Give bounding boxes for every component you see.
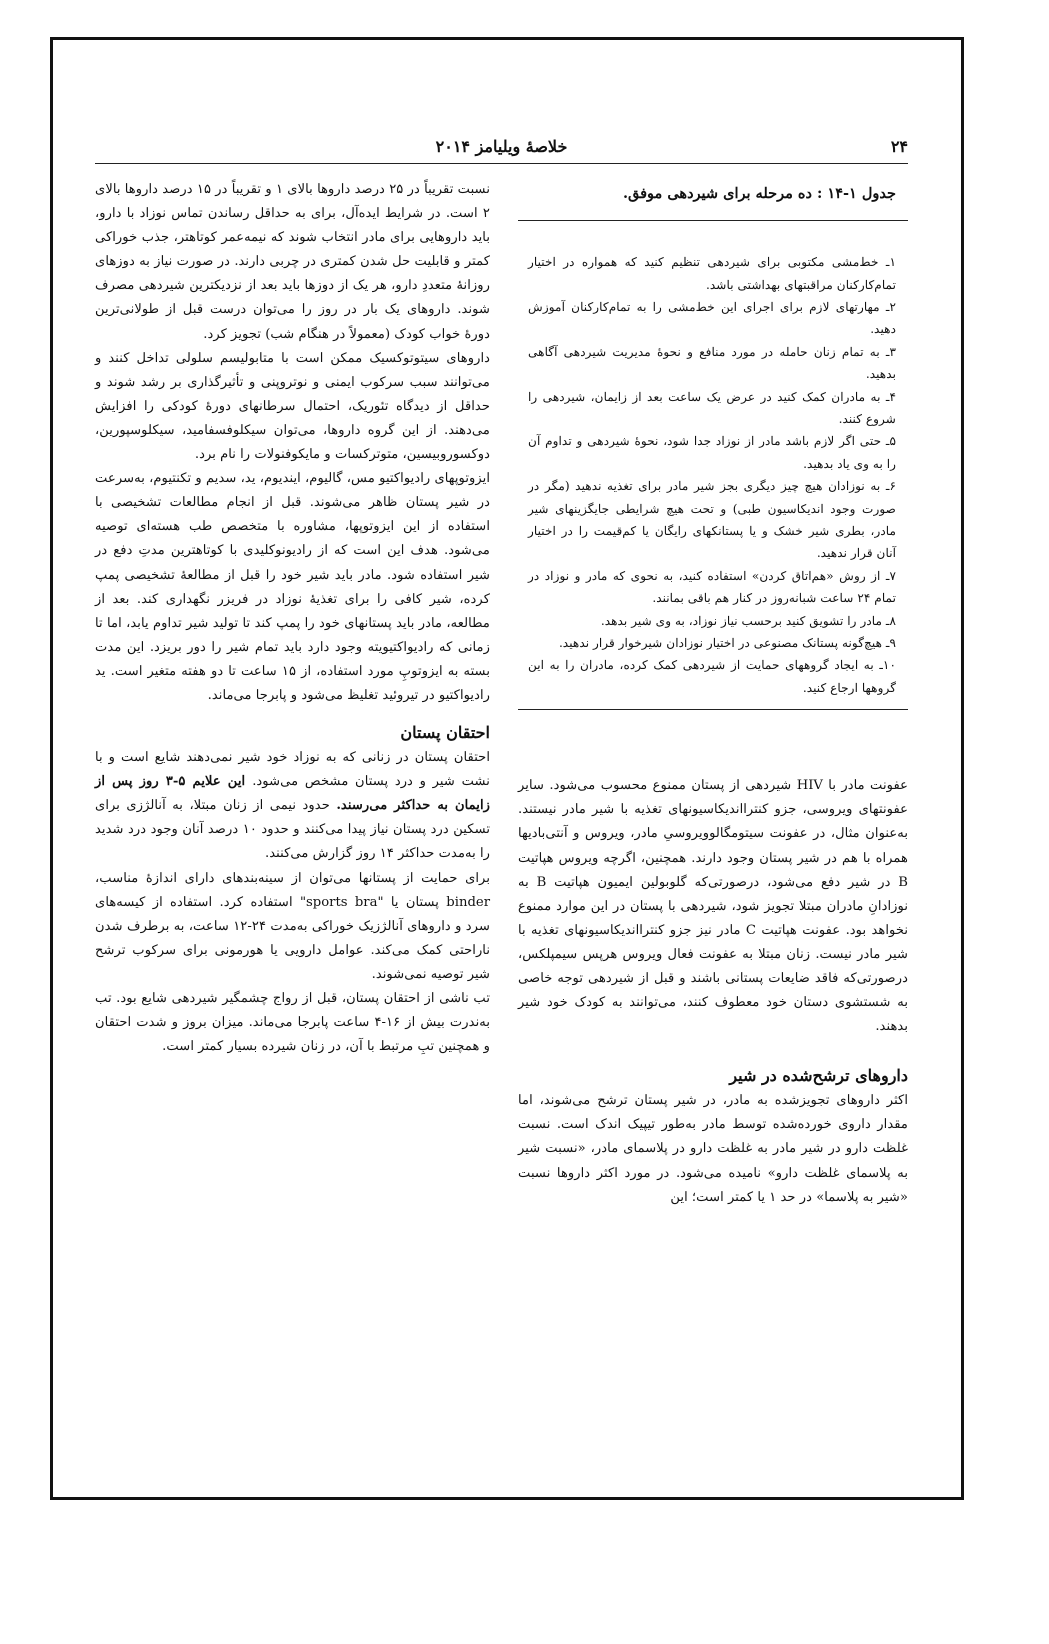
page-number: ۲۴ [890, 137, 908, 156]
engorgement-paragraph [95, 746, 490, 866]
table-item-4: ۴ـ به مادران کمک کنید در عرض یک ساعت بعد از زایمان، شیردهی را شروع کنند. [528, 389, 896, 426]
table-item-5: ۵ـ حتی اگر لازم باشد مادر از نوزاد جدا شود، نحوهٔ شیردهی و تداوم آن را به وی یاد بدهید. [528, 434, 896, 471]
section-title-engorgement: احتقان پستان [400, 723, 490, 743]
engorgement-text-start: احتقان پستان در زنانی که به نوزاد خود شیر نمی‌دهند شایع است و با نشت شیر و درد پستان مشخص می‌شود. [95, 750, 490, 790]
table-title: جدول ۱-۱۴ : ده مرحله برای شیردهی موفق. [622, 185, 896, 202]
cytotoxic-paragraph: داروهای سیتوتوکسیک ممکن است با متابولیسم سلولی تداخل کنند و می‌توانند سبب سرکوب ایمنی و نوتروپنی و تأثیرگذاری بر رشد شوند و حداقل از دیدگاه تئوریک، احتمال سرطانهای دورهٔ کودکی را افزایش می‌دهند. از این گروه داروها، می‌توان سیکلوفسفامید، سیکلوسپورین، دوکسوروبیسین، متوترکسات و مایکوفنولات را نام برد. [95, 350, 490, 463]
table-item-2: ۲ـ مهارتهای لازم برای اجرای این خط‌مشی را به تمام‌کارکنان آموزش دهید. [528, 299, 896, 337]
table-body [518, 220, 908, 710]
drugs-paragraph: اکثر داروهای تجویزشده به مادر، در شیر پستان ترشح می‌شوند، اما مقدار داروی خورده‌شده توسط مادر به‌طور تیپیک اندک است. نسبت غلظت دارو در شیر مادر به غلظت دارو در پلاسمای مادر، «نسبت شیر به پلاسمای غلظت دارو» نامیده می‌شود. در مورد اکثر داروها نسبت «شیر به پلاسما» در حد ۱ یا کمتر است؛ این [518, 1093, 908, 1205]
engorgement-text-end: حدود نیمی از زنان مبتلا، به آنالژزی برای تسکین درد پستان نیاز پیدا می‌کنند و حدود ۱۰ درصد آنان وجود درد شدید را به‌مدت حداکثر ۱۴ روز گزارش می‌کنند. [95, 798, 490, 862]
left-column [95, 178, 490, 1059]
isotopes-paragraph: ایزوتوپهای رادیواکتیو مس، گالیوم، ایندیوم، ید، سدیم و تکنتیوم، به‌سرعت در شیر پستان ظاهر می‌شوند. قبل از انجام مطالعات تشخیصی با استفاده از این ایزوتوپها، مشاوره با متخصص طب هسته‌ای توصیه می‌شود. هدف این است که از رادیونوکلیدی با کوتاهترین مدتِ دفع در شیر استفاده شود. مادر باید شیر خود را قبل از مطالعهٔ تشخیصی پمپ کرده، شیر کافی را برای تغذیهٔ نوزاد در فریزر نگهداری کند. بعد از مطالعه، مادر باید پستانهای خود را پمپ کند تا تولید شیر تداوم یابد، اما تا زمانی که رادیواکتیویته وجود دارد باید تمام شیر را دور بریزد. این مدت بسته به ایزوتوپِ مورد استفاده، از ۱۵ ساعت تا دو هفته متغیر است. ید رادیواکتیو در تیروئید تغلیظ می‌شود و پابرجا می‌ماند. [95, 471, 490, 703]
fever-paragraph: تب ناشی از احتقان پستان، قبل از رواج چشمگیر شیردهی شایع بود. تب به‌ندرت بیش از ۱۶-۴ ساعت پابرجا می‌ماند. میزان بروز و شدت احتقان و همچنین تبِ مرتبط با آن، در زنان شیرده بسیار کمتر است. [95, 991, 490, 1055]
table-item-6: ۶ـ به نوزادان هیچ چیز دیگری بجز شیر مادر برای تغذیه ندهید (مگر در صورت وجود اندیکاسیون طبی) و تحت هیچ شرایطی جایگزینهای شیر مادر، بطری شیر خشک و یا پستانکهای رایگان یا کم‌قیمت را در اختیار آنان قرار ندهید. [528, 479, 896, 561]
table-item-1: ۱ـ خط‌مشی مکتوبی برای شیردهی تنظیم کنید که همواره در اختیار تمام‌کارکنان مراقبتهای بهداشتی باشد. [528, 255, 896, 292]
table-item-9: ۹ـ هیچ‌گونه پستانک مصنوعی در اختیار نوزادان شیرخوار قرار ندهید. [558, 636, 896, 650]
page-header [95, 137, 908, 164]
drug-ratio-paragraph: نسبت تقریباً در ۲۵ درصد داروها بالای ۱ و تقریباً در ۱۵ درصد داروها بالای ۲ است. در شرایط ایده‌آل، برای به حداقل رساندن تماس نوزاد با دارو، باید داروهایی برای مادر انتخاب شوند که نیمه‌عمر کوتاهتر، جذب خوراکی کمتر و قابلیت حل شدن کمتری در چربی دارند. در صورت نیاز به دوزهای روزانهٔ متعددِ دارو، هر یک از دوزها باید بعد از نزدیکترین شیردهی مصرف شوند. داروهای یک بار در روز را می‌توان درست قبل از طولانی‌ترین دورهٔ خواب کودک (معمولاً در هنگام شب) تجویز کرد. [95, 182, 490, 342]
table-item-7: ۷ـ از روش «هم‌اتاق کردن» استفاده کنید، به نحوی که مادر و نوزاد در تمام ۲۴ ساعت شبانه‌روز در کنار هم باقی بمانند. [528, 568, 896, 606]
support-paragraph: برای حمایت از پستانها می‌توان از سینه‌بندهای دارای اندازهٔ مناسب، binder پستان یا "sports bra" استفاده کرد. استفاده از کیسه‌های سرد و داروهای آنالژزیک خوراکی به‌مدت ۲۴-۱۲ ساعت، به برطرف شدن ناراحتی کمک می‌کند. عوامل دارویی یا هورمونی برای سرکوب ترشح شیر توصیه نمی‌شوند. [95, 870, 490, 982]
engorgement-bold-text: این علایم ۵-۳ روز پس از زایمان به حداکثر می‌رسند. [95, 774, 490, 814]
section-title-drugs-in-milk: داروهای ترشح‌شده در شیر [729, 1066, 908, 1086]
running-title: خلاصهٔ ویلیامز ۲۰۱۴ [435, 137, 568, 156]
table-item-8: ۸ـ مادر را تشویق کنید برحسب نیاز نوزاد، به وی شیر بدهد. [600, 613, 896, 628]
table-item-3: ۳ـ به تمام زنان حامله در مورد منافع و نحوهٔ مدیریت شیردهی آگاهی بدهید. [528, 344, 896, 382]
right-column [518, 178, 908, 1210]
table-box [518, 178, 908, 710]
table-item-10: ۱۰ـ به ایجاد گروههای حمایت از شیردهی کمک کرده، مادران را به این گروهها ارجاع کنید. [528, 658, 896, 695]
hiv-paragraph: عفونت مادر با HIV شیردهی از پستان ممنوع محسوب می‌شود. سایر عفونتهای ویروسی، جزو کنترااندیکاسیونهای تغذیه با شیر مادر نیستند. به‌عنوان مثال، در عفونت سیتومگالوویروسیِ مادر، ویروس و آنتی‌بادیها همراه با هم در شیر پستان وجود دارند. همچنین، اگرچه ویروس هپاتیت B در شیر دفع می‌شود، درصورتی‌که گلوبولین ایمیون هپاتیت B به نوزادانِ مادران مبتلا تجویز شود، شیردهی با پستان در این موارد ممنوع نخواهد بود. عفونت هپاتیت C مادر نیز جزو کنترااندیکاسیونهای تغذیه با شیر مادر نیست. زنان مبتلا به عفونت فعال ویروس هرپس سیمپلکس، درصورتی‌که فاقد ضایعات پستانی باشند و قبل از شیردهی توجه خاصی به شستشوی دستان خود معطوف کنند، می‌توانند به کودک خود شیر بدهند. [518, 778, 909, 1035]
